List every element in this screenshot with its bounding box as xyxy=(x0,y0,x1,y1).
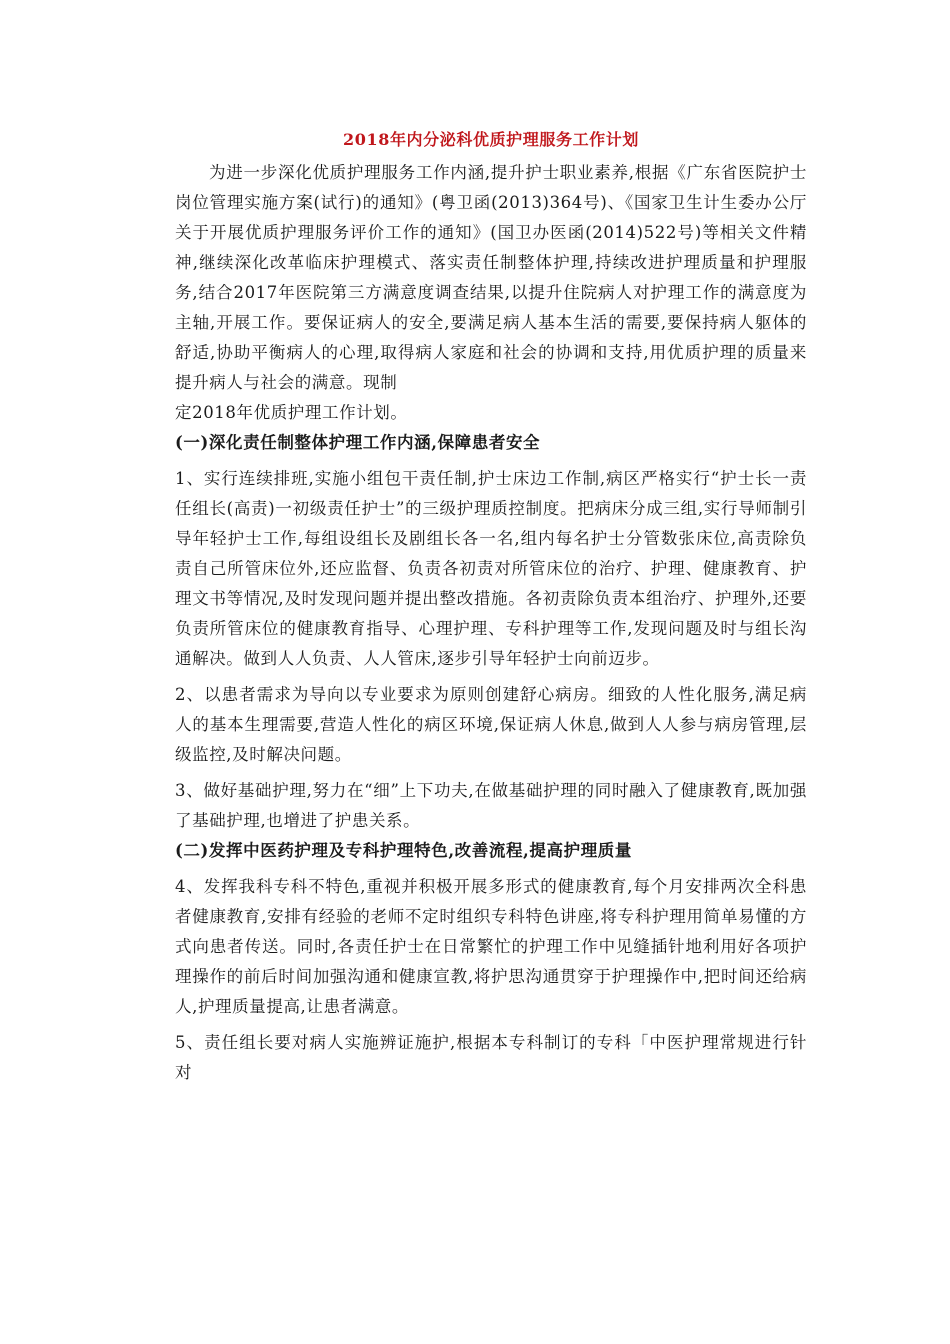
document-body xyxy=(175,158,807,1088)
document-title: 2018年内分泌科优质护理服务工作计划 xyxy=(343,130,639,149)
section-heading-1: (一)深化责任制整体护理工作内涵,保障患者安全 xyxy=(175,433,541,452)
item-5: 5、责任组长要对病人实施辨证施护,根据本专科制订的专科「中医护理常规进行针对 xyxy=(175,1033,807,1082)
item-2: 2、以患者需求为导向以专业要求为原则创建舒心病房。细致的人性化服务,满足病人的基本生理需要,营造人性化的病区环境,保证病人休息,做到人人参与病房管理,层级监控,及时解决问题。 xyxy=(175,685,807,764)
item-1: 1、实行连续排班,实施小组包干责任制,护士床边工作制,病区严格实行“护士长一责任组长(高责)一初级责任护士”的三级护理质控制度。把病床分成三组,实行导师制引导年轻护士工作,每组设组长及剧组长各一名,组内每名护士分管数张床位,高责除负责自己所管床位外,还应监督、负责各初责对所管床位的治疗、护理、健康教育、护理文书等情况,及时发现问题并提出整改措施。各初责除负责本组治疗、护理外,还要负责所管床位的健康教育指导、心理护理、专科护理等工作,发现问题及时与组长沟通解决。做到人人负责、人人管床,逐步引导年轻护士向前迈步。 xyxy=(175,469,807,668)
intro-paragraph-end: 定2018年优质护理工作计划。 xyxy=(175,403,408,422)
item-3: 3、做好基础护理,努力在“细”上下功夫,在做基础护理的同时融入了健康教育,既加强了基础护理,也增进了护患关系。 xyxy=(175,781,807,830)
section-heading-2: (二)发挥中医药护理及专科护理特色,改善流程,提高护理质量 xyxy=(175,841,633,860)
item-4: 4、发挥我科专科不特色,重视并积极开展多形式的健康教育,每个月安排两次全科患者健康教育,安排有经验的老师不定时组织专科特色讲座,将专科护理用简单易懂的方式向患者传送。同时,各责任护士在日常繁忙的护理工作中见缝插针地利用好各项护理操作的前后时间加强沟通和健康宣教,将护思沟通贯穿于护理操作中,把时间还给病人,护理质量提高,让患者满意。 xyxy=(175,877,807,1016)
intro-paragraph: 为进一步深化优质护理服务工作内涵,提升护士职业素养,根据《广东省医院护士岗位管理实施方案(试行)的通知》(粤卫函(2013)364号)、《国家卫生计生委办公厅关于开展优质护理服务评价工作的通知》(国卫办医函(2014)522号)等相关文件精神,继续深化改革临床护理模式、落实责任制整体护理,持续改进护理质量和护理服务,结合2017年医院第三方满意度调查结果,以提升住院病人对护理工作的满意度为主轴,开展工作。要保证病人的安全,要满足病人基本生活的需要,要保持病人躯体的舒适,协助平衡病人的心理,取得病人家庭和社会的协调和支持,用优质护理的质量来提升病人与社会的满意。现制 xyxy=(175,163,807,392)
